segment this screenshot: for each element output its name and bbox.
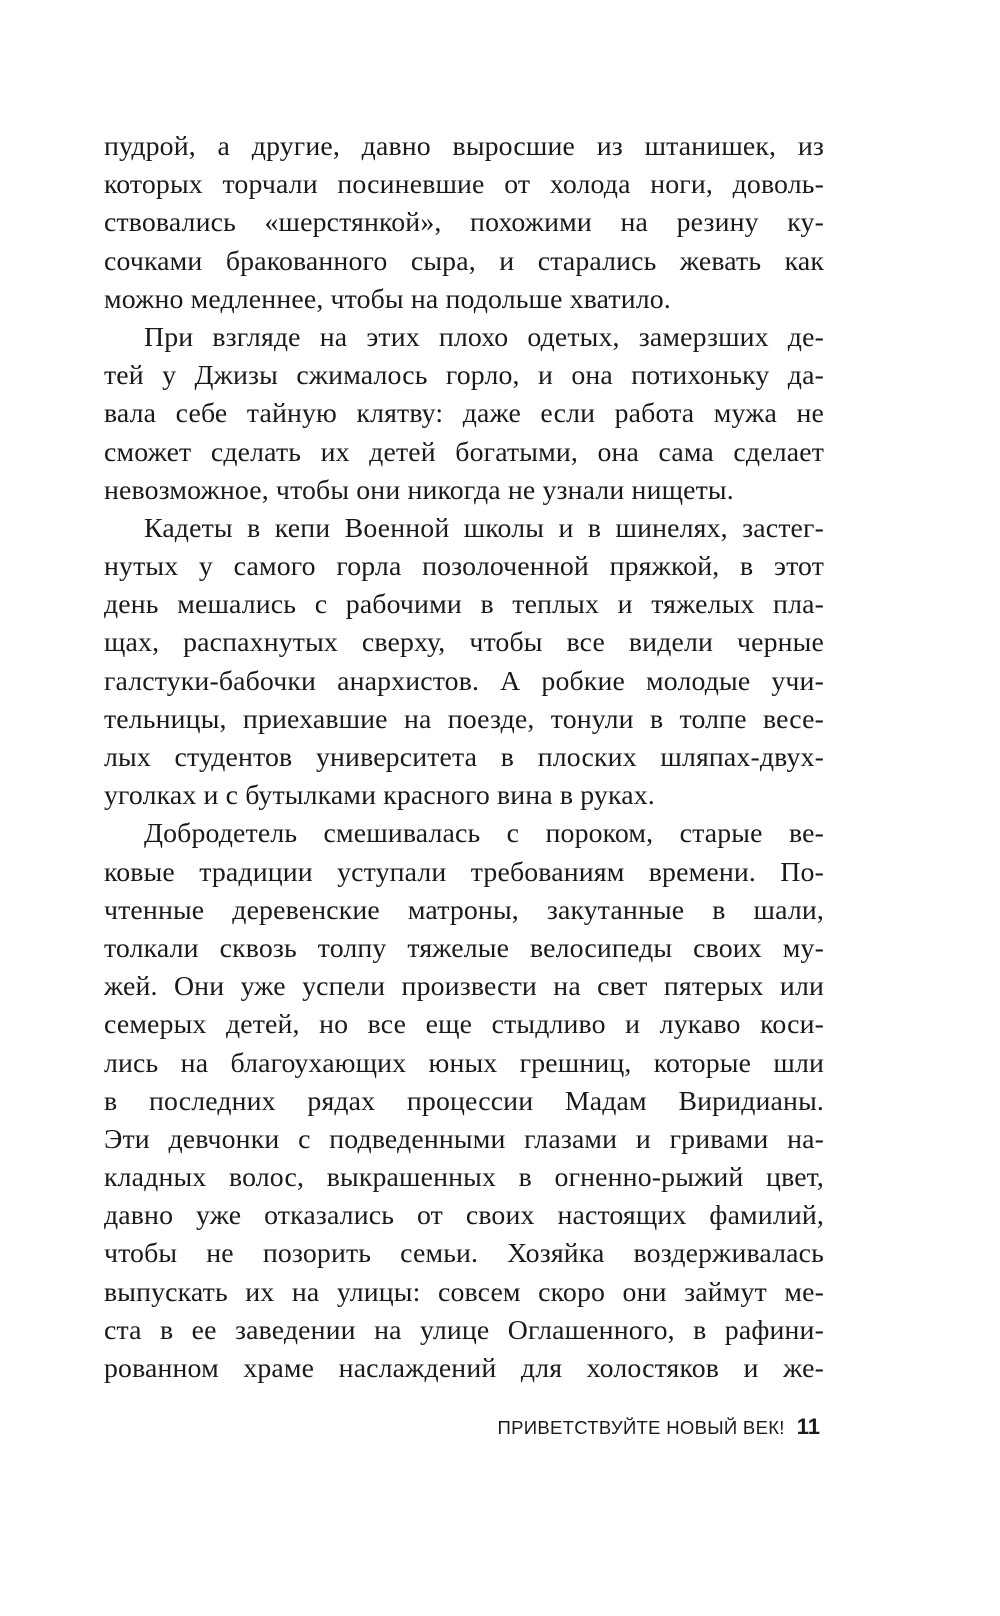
text-line: нутых у самого горла позолоченной пряжкой, в этот: [104, 551, 824, 583]
text-line: тей у Джизы сжималось горло, и она потихоньку да-: [104, 360, 824, 392]
text-line: жей. Они уже успели произвести на свет пятерых или: [104, 971, 824, 1003]
text-line: день мешались с рабочими в теплых и тяжелых пла-: [104, 589, 824, 621]
paragraph: [104, 815, 824, 1388]
running-title: ПРИВЕТСТВУЙТЕ НОВЫЙ ВЕК!: [497, 1417, 785, 1438]
text-line: Кадеты в кепи Военной школы и в шинелях, застег-: [144, 512, 824, 544]
text-line: в последних рядах процессии Мадам Виридианы.: [104, 1085, 824, 1117]
text-line: толкали сквозь толпу тяжелые велосипеды своих му-: [104, 932, 824, 964]
text-line: семерых детей, но все еще стыдливо и лукаво коси-: [104, 1009, 824, 1041]
text-line: сочками бракованного сыра, и старались жевать как: [104, 245, 824, 277]
text-line: ста в ее заведении на улице Оглашенного, в рафини-: [104, 1314, 824, 1346]
page-number: 11: [796, 1414, 820, 1439]
text-line: невозможное, чтобы они никогда не узнали нищеты.: [104, 474, 734, 506]
text-line: давно уже отказались от своих настоящих фамилий,: [104, 1200, 824, 1232]
text-line: пудрой, а другие, давно выросшие из штанишек, из: [104, 131, 824, 162]
text-line: лых студентов университета в плоских шляпах-двух-: [104, 742, 824, 773]
text-line: вала себе тайную клятву: даже если работа мужа не: [104, 398, 824, 430]
text-line: ствовались «шерстянкой», похожими на резину ку-: [104, 207, 824, 239]
text-line: выпускать их на улицы: совсем скоро они займут ме-: [104, 1276, 824, 1308]
text-line: кладных волос, выкрашенных в огненно-рыжий цвет,: [104, 1162, 824, 1194]
text-line: чтенные деревенские матроны, закутанные в шали,: [104, 894, 824, 926]
running-footer: [480, 1414, 820, 1440]
text-line: сможет сделать их детей богатыми, она сама сделает: [104, 436, 824, 468]
text-line: тельницы, приехавшие на поезде, тонули в толпе весе-: [104, 703, 824, 735]
text-line: ковые традиции уступали требованиям времени. По-: [104, 856, 824, 888]
text-line: галстуки-бабочки анархистов. А робкие молодые учи-: [104, 665, 824, 697]
text-line: При взгляде на этих плохо одетых, замерзших де-: [144, 321, 824, 353]
text-line: можно медленнее, чтобы на подольше хватило.: [104, 283, 671, 315]
text-line: чтобы не позорить семьи. Хозяйка воздерживалась: [104, 1238, 824, 1270]
paragraph: [104, 510, 824, 816]
text-line: уголках и с бутылками красного вина в руках.: [104, 780, 655, 812]
text-line: щах, распахнутых сверху, чтобы все видели черные: [104, 627, 824, 659]
text-line: лись на благоухающих юных грешниц, которые шли: [104, 1047, 824, 1079]
text-line: Эти девчонки с подведенными глазами и гривами на-: [104, 1123, 824, 1155]
text-line: рованном храме наслаждений для холостяков и же-: [104, 1353, 824, 1384]
text-line: которых торчали посиневшие от холода ноги, доволь-: [104, 169, 824, 201]
paragraph: [104, 128, 824, 319]
paragraph: [104, 319, 824, 510]
text-line: Добродетель смешивалась с пороком, старые ве-: [144, 818, 824, 850]
body-text: [104, 128, 824, 1388]
